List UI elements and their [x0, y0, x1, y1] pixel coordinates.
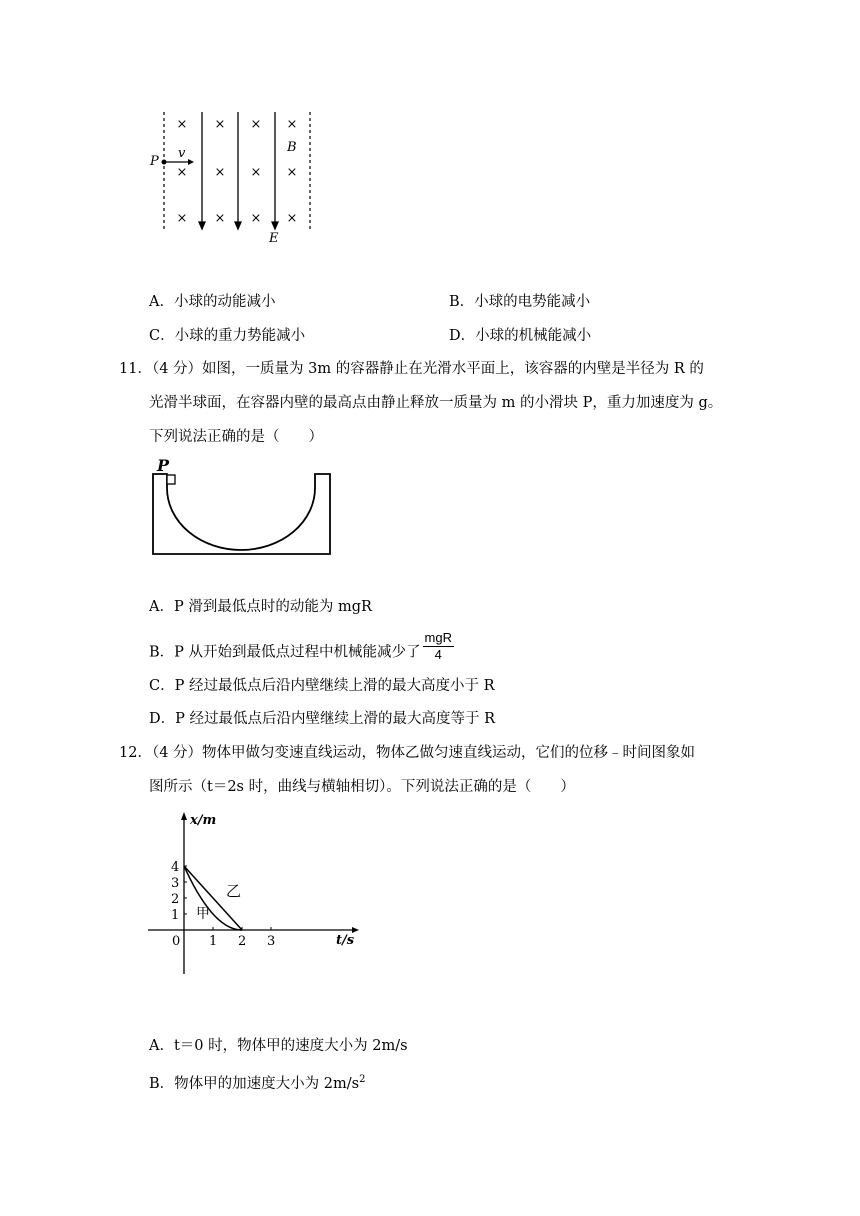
- hemispherical-container: [153, 474, 330, 554]
- b-field-cross: ×: [286, 117, 298, 132]
- fraction-denominator: 4: [434, 647, 442, 662]
- q10-field-figure: [140, 104, 340, 254]
- series-label-yi: 乙: [226, 882, 242, 900]
- b-field-cross: ×: [214, 117, 226, 132]
- x-tick-label: 3: [267, 934, 276, 949]
- q10-option-d: D．小球的机械能减小: [449, 328, 592, 344]
- fraction-mgr-over-4: [423, 630, 454, 663]
- q10-option-c: C．小球的重力势能减小: [149, 328, 306, 344]
- q11-option-b-text: B．P 从开始到最低点过程中机械能减少了: [149, 644, 421, 661]
- b-field-cross: ×: [176, 165, 188, 180]
- y-tick-label: 2: [171, 892, 180, 907]
- series-label-jia: 甲: [196, 906, 210, 922]
- y-axis-arrow: [181, 812, 187, 820]
- q12-stem-line-2: 图所示（t＝2s 时，曲线与横轴相切）。下列说法正确的是（ ）: [149, 779, 575, 795]
- q12-option-b-text: B．物体甲的加速度大小为 2m/s: [149, 1075, 360, 1092]
- fraction-numerator: mgR: [424, 630, 452, 645]
- q12-option-a: A．t＝0 时，物体甲的速度大小为 2m/s: [149, 1038, 408, 1054]
- label-p: P: [157, 456, 170, 475]
- label-p: P: [150, 154, 159, 169]
- q11-stem-line-2: 光滑半球面，在容器内壁的最高点由静止释放一质量为 m 的小滑块 P，重力加速度为 g。: [149, 395, 723, 411]
- b-field-cross: ×: [176, 117, 188, 132]
- q12-option-b: [149, 1070, 365, 1094]
- q11-container-figure: [140, 452, 340, 560]
- x-tick-label: 1: [209, 934, 218, 949]
- b-field-cross: ×: [214, 211, 226, 226]
- q11-option-a: A．P 滑到最低点时的动能为 mgR: [149, 599, 372, 615]
- b-field-cross: ×: [214, 165, 226, 180]
- q12-xt-chart: [140, 806, 370, 976]
- x-axis-label: t/s: [336, 933, 355, 948]
- label-b: B: [287, 140, 297, 155]
- slider-block-p: [167, 475, 175, 484]
- q10-option-a: A．小球的动能减小: [149, 294, 276, 310]
- b-field-cross: ×: [250, 117, 262, 132]
- b-field-cross: ×: [250, 211, 262, 226]
- q11-option-b: [149, 630, 454, 669]
- q11-stem-line-1: 11．（4 分）如图，一质量为 3m 的容器静止在光滑水平面上，该容器的内壁是半径为 R 的: [119, 361, 704, 377]
- x-tick-label: 2: [238, 934, 247, 949]
- q12-stem-line-1: 12．（4 分）物体甲做匀变速直线运动，物体乙做匀速直线运动，它们的位移﹣时间图象如: [119, 745, 696, 761]
- y-tick-label: 1: [171, 908, 180, 923]
- label-v: v: [178, 146, 186, 161]
- q12-option-b-superscript: 2: [359, 1074, 366, 1085]
- b-field-cross: ×: [250, 165, 262, 180]
- y-axis-label: x/m: [190, 813, 217, 828]
- x-tick-label: 0: [172, 934, 181, 949]
- q11-option-c: C．P 经过最低点后沿内壁继续上滑的最大高度小于 R: [149, 678, 495, 694]
- b-field-cross: ×: [176, 211, 188, 226]
- y-tick-label: 3: [171, 876, 180, 891]
- q11-option-d: D．P 经过最低点后沿内壁继续上滑的最大高度等于 R: [149, 711, 496, 727]
- label-e: E: [269, 231, 279, 246]
- q11-stem-line-3: 下列说法正确的是（ ）: [149, 429, 323, 445]
- y-tick-label: 4: [171, 860, 180, 875]
- b-field-cross: ×: [286, 165, 298, 180]
- b-field-cross: ×: [286, 211, 298, 226]
- q10-option-b: B．小球的电势能减小: [449, 294, 591, 310]
